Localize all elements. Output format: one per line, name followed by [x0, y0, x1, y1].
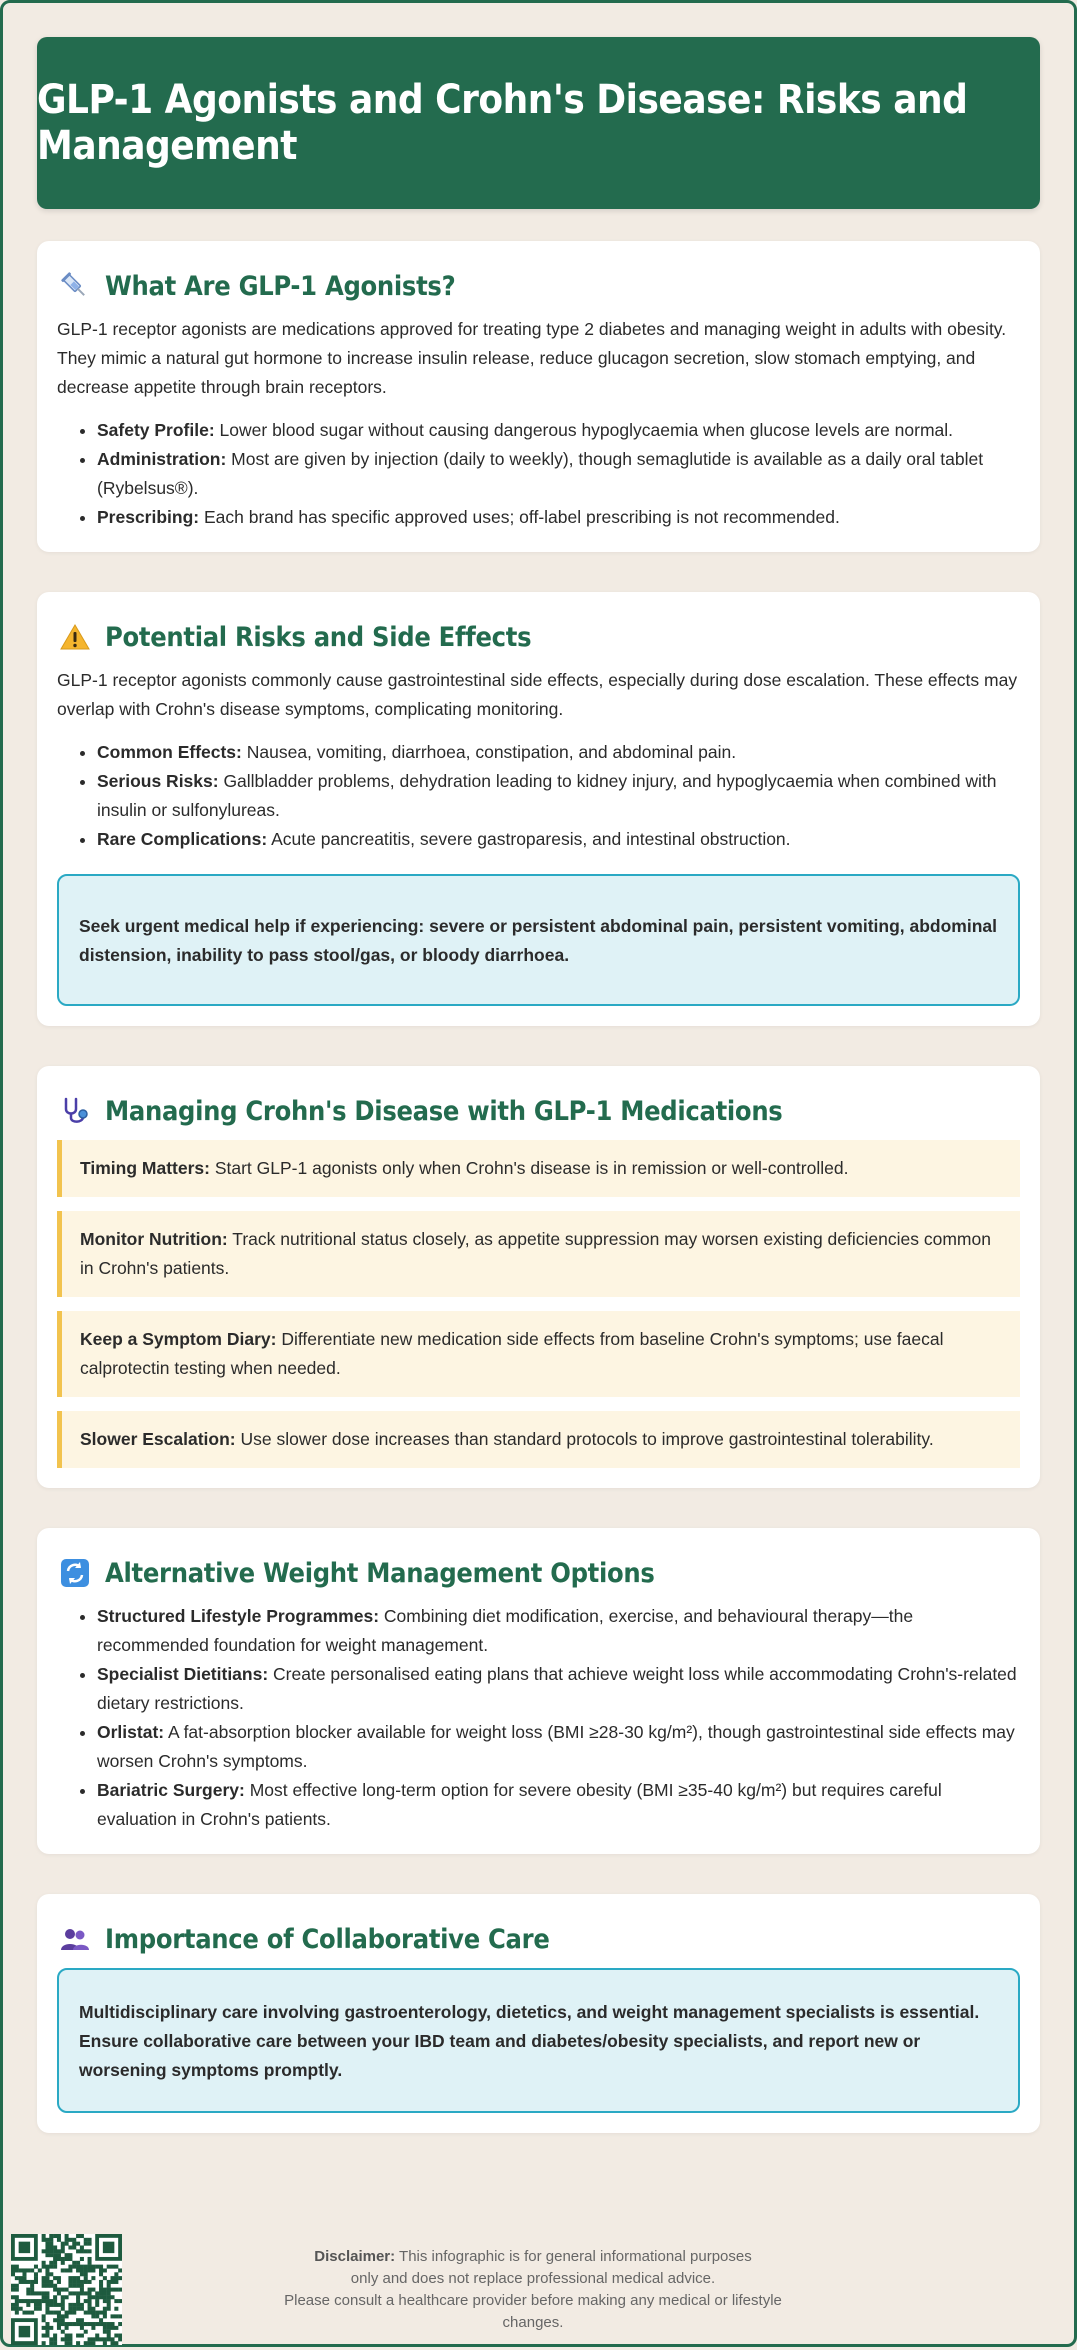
section-heading: [57, 1552, 1020, 1594]
section-heading: [57, 1090, 1020, 1132]
tip-item: Monitor Nutrition: Track nutritional status closely, as appetite suppression may worsen existing deficiencies common in Crohn's patients.: [57, 1211, 1020, 1297]
list-item: • Structured Lifestyle Programmes: Combining diet modification, exercise, and behavioural therapy—the recommended foundation for weight management.: [97, 1602, 1020, 1660]
list-item: • Orlistat: A fat-absorption blocker available for weight loss (BMI ≥28-30 kg/m²), though gastrointestinal side effects may worsen Crohn's symptoms.: [97, 1718, 1020, 1776]
disclaimer: Disclaimer: This infographic is for general informational purposes only and does not replace professional medical advice. Please consult a healthcare provider before making any medical or lifestyle changes.: [284, 2248, 782, 2331]
warning-icon: [57, 619, 93, 655]
section-heading: [57, 1918, 1020, 1960]
tip-item: Slower Escalation: Use slower dose increases than standard protocols to improve gastrointestinal tolerability.: [57, 1411, 1020, 1468]
section-title: Potential Risks and Side Effects: [105, 621, 532, 653]
header-banner: [37, 37, 1040, 209]
people-icon: [57, 1921, 93, 1957]
page-title: GLP-1 Agonists and Crohn's Disease: Risks and Management: [37, 77, 968, 169]
list-item: • Common Effects: Nausea, vomiting, diarrhoea, constipation, and abdominal pain.: [97, 738, 1020, 767]
section-intro: GLP-1 receptor agonists are medications approved for treating type 2 diabetes and managing weight in adults with obesity. They mimic a natural gut hormone to increase insulin release, reduce glucagon secretion, slow stomach emptying, and decrease appetite through brain receptors.: [57, 319, 1007, 397]
section-what-are-glp1: [37, 241, 1040, 552]
section-title: Importance of Collaborative Care: [105, 1923, 550, 1955]
list-item: • Safety Profile: Lower blood sugar without causing dangerous hypoglycaemia when glucose levels are normal.: [97, 416, 1020, 445]
tip-item: Timing Matters: Start GLP-1 agonists only when Crohn's disease is in remission or well-controlled.: [57, 1140, 1020, 1197]
section-heading: [57, 616, 1020, 658]
bullet-list: [57, 416, 1020, 532]
urgent-help-callout: Seek urgent medical help if experiencing: severe or persistent abdominal pain, persistent vomiting, abdominal distension, inability to pass stool/gas, or bloody diarrhoea.: [57, 874, 1020, 1006]
list-item: • Administration: Most are given by injection (daily to weekly), though semaglutide is available as a daily oral tablet (Rybelsus®).: [97, 445, 1020, 503]
section-title: Alternative Weight Management Options: [105, 1557, 655, 1589]
qr-code[interactable]: [11, 2234, 122, 2345]
list-item: • Prescribing: Each brand has specific approved uses; off-label prescribing is not recommended.: [97, 503, 1020, 532]
section-managing-crohns: [37, 1066, 1040, 1488]
section-title: What Are GLP-1 Agonists?: [105, 270, 456, 302]
bullet-list: [57, 738, 1020, 854]
section-intro: GLP-1 receptor agonists commonly cause gastrointestinal side effects, especially during dose escalation. These effects may overlap with Crohn's disease symptoms, complicating monitoring.: [57, 670, 1018, 719]
bullet-list: [57, 1602, 1020, 1834]
syringe-icon: [57, 268, 93, 304]
list-item: • Rare Complications: Acute pancreatitis, severe gastroparesis, and intestinal obstruction.: [97, 825, 1020, 854]
tips-list: [57, 1140, 1020, 1468]
arrows-cycle-icon: [57, 1555, 93, 1591]
list-item: • Serious Risks: Gallbladder problems, dehydration leading to kidney injury, and hypoglycaemia when combined with insulin or sulfonylureas.: [97, 767, 1020, 825]
tip-item: Keep a Symptom Diary: Differentiate new medication side effects from baseline Crohn's symptoms; use faecal calprotectin testing when needed.: [57, 1311, 1020, 1397]
list-item: • Specialist Dietitians: Create personalised eating plans that achieve weight loss while accommodating Crohn's-related dietary restrictions.: [97, 1660, 1020, 1718]
section-risks: [37, 592, 1040, 1026]
section-collaborative-care: [37, 1894, 1040, 2133]
stethoscope-icon: [57, 1093, 93, 1129]
collaborative-care-callout: Multidisciplinary care involving gastroenterology, dietetics, and weight management specialists is essential. Ensure collaborative care between your IBD team and diabetes/obesity specialists, and report new or worsening symptoms promptly.: [57, 1968, 1020, 2113]
section-alternatives: [37, 1528, 1040, 1854]
footer: [3, 2224, 1074, 2344]
list-item: • Bariatric Surgery: Most effective long-term option for severe obesity (BMI ≥35-40 kg/m²) but requires careful evaluation in Crohn's patients.: [97, 1776, 1020, 1834]
section-heading: [57, 265, 1020, 307]
section-title: Managing Crohn's Disease with GLP-1 Medications: [105, 1095, 783, 1127]
